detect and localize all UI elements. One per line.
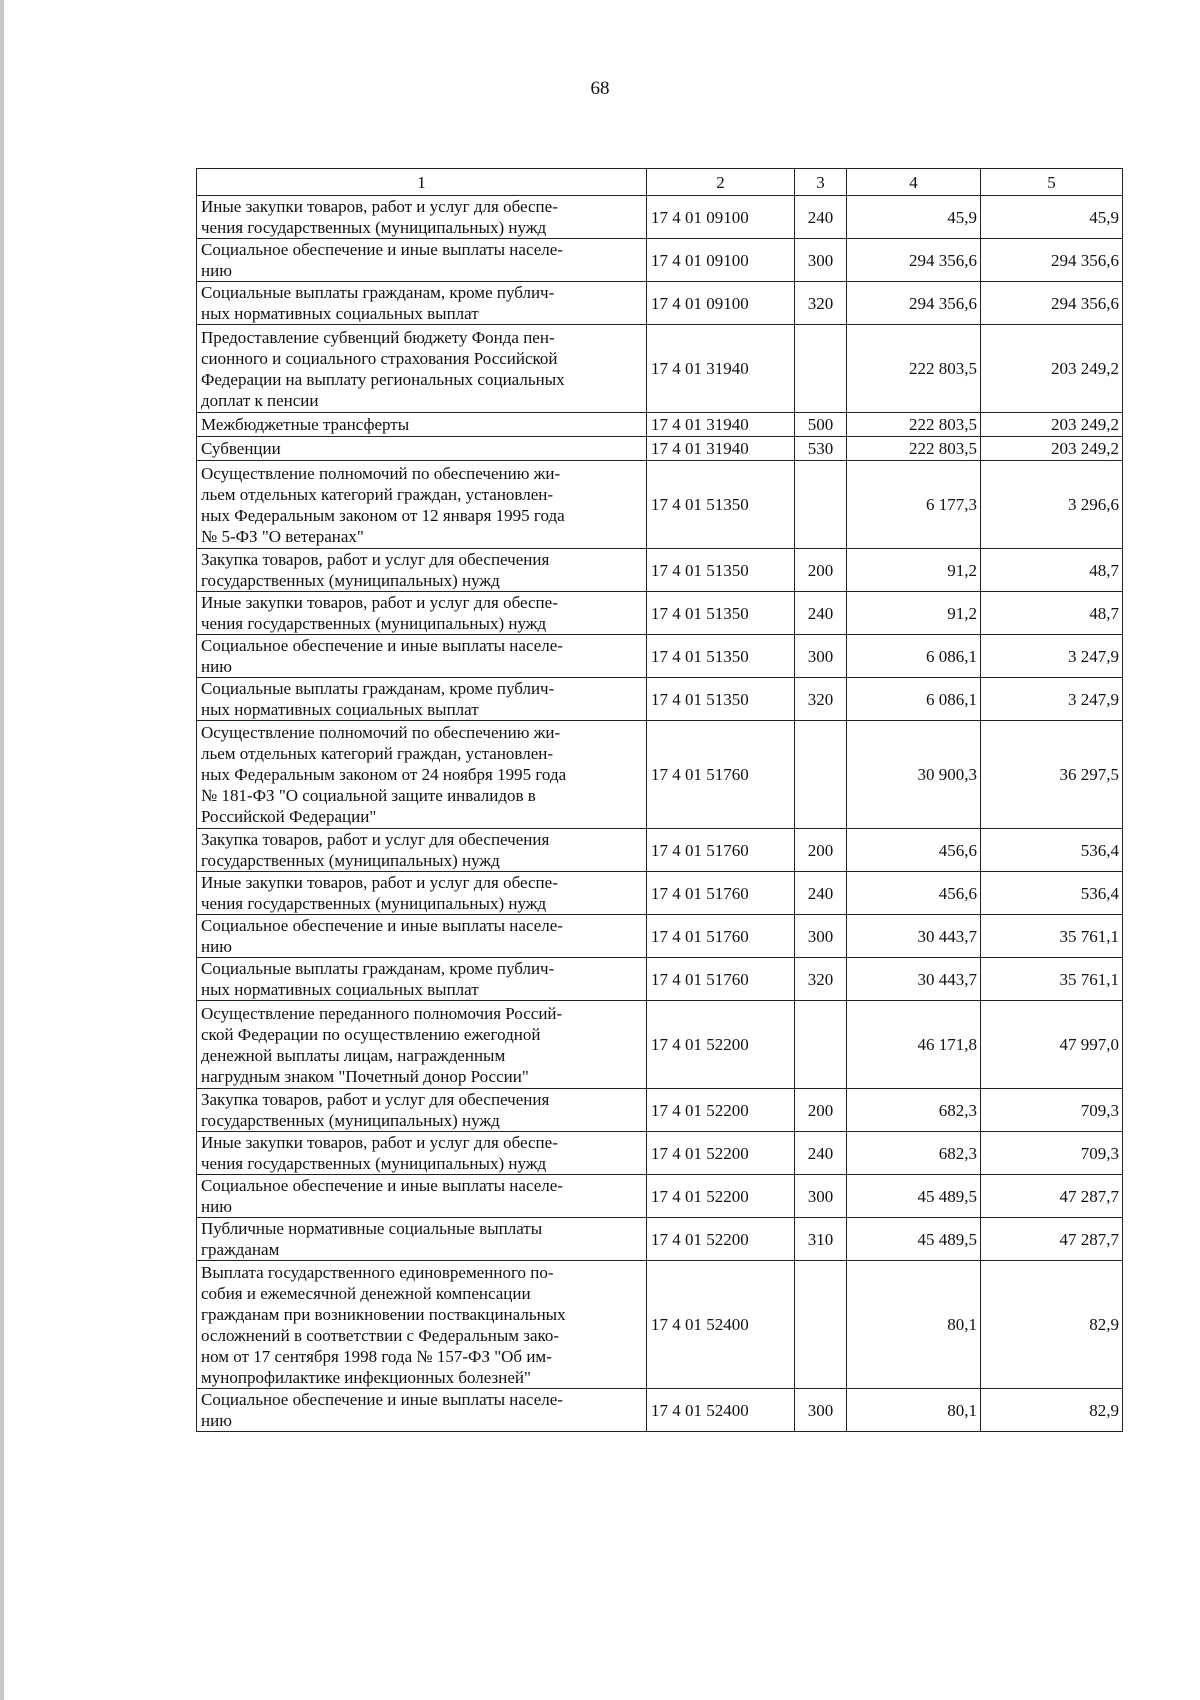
row-name: Межбюджетные трансферты bbox=[197, 413, 647, 437]
table-body bbox=[197, 196, 1123, 1432]
table-row bbox=[197, 1218, 1123, 1261]
scan-edge bbox=[0, 0, 4, 1700]
row-value-col4: 222 803,5 bbox=[847, 437, 981, 461]
row-value-col4: 682,3 bbox=[847, 1132, 981, 1175]
row-name: Социальное обеспечение и иные выплаты населе- нию bbox=[197, 635, 647, 678]
row-value-col4: 91,2 bbox=[847, 592, 981, 635]
table-row bbox=[197, 461, 1123, 549]
table-header bbox=[197, 169, 1123, 196]
header-col-5: 5 bbox=[981, 169, 1123, 196]
row-expense-type: 300 bbox=[795, 239, 847, 282]
row-value-col5: 536,4 bbox=[981, 829, 1123, 872]
row-value-col5: 294 356,6 bbox=[981, 282, 1123, 325]
row-code: 17 4 01 51760 bbox=[647, 721, 795, 829]
row-value-col4: 30 443,7 bbox=[847, 958, 981, 1001]
row-value-col4: 222 803,5 bbox=[847, 325, 981, 413]
table-row bbox=[197, 413, 1123, 437]
row-value-col4: 46 171,8 bbox=[847, 1001, 981, 1089]
row-expense-type: 300 bbox=[795, 1389, 847, 1432]
table-row bbox=[197, 829, 1123, 872]
table-row bbox=[197, 592, 1123, 635]
row-name: Субвенции bbox=[197, 437, 647, 461]
row-name: Иные закупки товаров, работ и услуг для обеспе- чения государственных (муниципальных) нужд bbox=[197, 872, 647, 915]
header-row bbox=[197, 169, 1123, 196]
row-value-col5: 45,9 bbox=[981, 196, 1123, 239]
table-row bbox=[197, 1089, 1123, 1132]
row-value-col5: 35 761,1 bbox=[981, 958, 1123, 1001]
row-code: 17 4 01 51350 bbox=[647, 592, 795, 635]
row-expense-type: 320 bbox=[795, 282, 847, 325]
row-value-col5: 203 249,2 bbox=[981, 413, 1123, 437]
row-code: 17 4 01 51350 bbox=[647, 461, 795, 549]
row-expense-type: 240 bbox=[795, 1132, 847, 1175]
row-code: 17 4 01 52200 bbox=[647, 1132, 795, 1175]
row-name: Осуществление полномочий по обеспечению жи- льем отдельных категорий граждан, установлен- ных Федеральным законом от 12 января 1995 года № 5-ФЗ "О ветеранах" bbox=[197, 461, 647, 549]
row-value-col5: 48,7 bbox=[981, 549, 1123, 592]
row-value-col5: 203 249,2 bbox=[981, 325, 1123, 413]
row-value-col5: 48,7 bbox=[981, 592, 1123, 635]
table-row bbox=[197, 1001, 1123, 1089]
row-code: 17 4 01 52200 bbox=[647, 1218, 795, 1261]
row-name: Осуществление переданного полномочия Россий- ской Федерации по осуществлению ежегодной денежной выплаты лицам, награжденным нагрудным знаком "Почетный донор России" bbox=[197, 1001, 647, 1089]
row-name: Социальное обеспечение и иные выплаты населе- нию bbox=[197, 915, 647, 958]
row-value-col5: 35 761,1 bbox=[981, 915, 1123, 958]
row-value-col4: 682,3 bbox=[847, 1089, 981, 1132]
row-code: 17 4 01 51760 bbox=[647, 958, 795, 1001]
row-expense-type: 300 bbox=[795, 1175, 847, 1218]
row-value-col5: 3 247,9 bbox=[981, 635, 1123, 678]
row-value-col4: 80,1 bbox=[847, 1261, 981, 1389]
row-expense-type: 500 bbox=[795, 413, 847, 437]
row-value-col4: 91,2 bbox=[847, 549, 981, 592]
row-code: 17 4 01 09100 bbox=[647, 282, 795, 325]
table-row bbox=[197, 1389, 1123, 1432]
row-code: 17 4 01 51350 bbox=[647, 678, 795, 721]
row-value-col4: 30 443,7 bbox=[847, 915, 981, 958]
table-row bbox=[197, 915, 1123, 958]
page-number: 68 bbox=[590, 78, 610, 99]
row-value-col4: 80,1 bbox=[847, 1389, 981, 1432]
row-code: 17 4 01 52400 bbox=[647, 1389, 795, 1432]
row-value-col5: 82,9 bbox=[981, 1389, 1123, 1432]
row-code: 17 4 01 52200 bbox=[647, 1175, 795, 1218]
row-value-col4: 222 803,5 bbox=[847, 413, 981, 437]
budget-table bbox=[196, 168, 1123, 1432]
header-col-3: 3 bbox=[795, 169, 847, 196]
row-expense-type: 200 bbox=[795, 1089, 847, 1132]
row-code: 17 4 01 09100 bbox=[647, 196, 795, 239]
row-expense-type: 200 bbox=[795, 829, 847, 872]
row-value-col5: 47 287,7 bbox=[981, 1175, 1123, 1218]
row-code: 17 4 01 31940 bbox=[647, 437, 795, 461]
table-row bbox=[197, 239, 1123, 282]
row-value-col5: 536,4 bbox=[981, 872, 1123, 915]
row-expense-type bbox=[795, 461, 847, 549]
row-name: Социальные выплаты гражданам, кроме публич- ных нормативных социальных выплат bbox=[197, 282, 647, 325]
row-code: 17 4 01 09100 bbox=[647, 239, 795, 282]
table-row bbox=[197, 721, 1123, 829]
row-expense-type: 200 bbox=[795, 549, 847, 592]
row-code: 17 4 01 51350 bbox=[647, 549, 795, 592]
row-value-col5: 82,9 bbox=[981, 1261, 1123, 1389]
row-expense-type: 300 bbox=[795, 635, 847, 678]
row-code: 17 4 01 52200 bbox=[647, 1089, 795, 1132]
row-expense-type bbox=[795, 325, 847, 413]
table-row bbox=[197, 1132, 1123, 1175]
row-value-col4: 45 489,5 bbox=[847, 1175, 981, 1218]
row-value-col4: 294 356,6 bbox=[847, 239, 981, 282]
row-expense-type: 310 bbox=[795, 1218, 847, 1261]
row-value-col4: 45 489,5 bbox=[847, 1218, 981, 1261]
header-col-1: 1 bbox=[197, 169, 647, 196]
table-row bbox=[197, 437, 1123, 461]
row-value-col4: 294 356,6 bbox=[847, 282, 981, 325]
row-code: 17 4 01 52400 bbox=[647, 1261, 795, 1389]
row-name: Социальное обеспечение и иные выплаты населе- нию bbox=[197, 239, 647, 282]
row-code: 17 4 01 51760 bbox=[647, 915, 795, 958]
row-name: Иные закупки товаров, работ и услуг для обеспе- чения государственных (муниципальных) нужд bbox=[197, 1132, 647, 1175]
row-name: Иные закупки товаров, работ и услуг для обеспе- чения государственных (муниципальных) нужд bbox=[197, 592, 647, 635]
header-col-4: 4 bbox=[847, 169, 981, 196]
table-row bbox=[197, 678, 1123, 721]
row-name: Закупка товаров, работ и услуг для обеспечения государственных (муниципальных) нужд bbox=[197, 549, 647, 592]
row-value-col4: 6 177,3 bbox=[847, 461, 981, 549]
row-value-col5: 36 297,5 bbox=[981, 721, 1123, 829]
row-value-col5: 3 296,6 bbox=[981, 461, 1123, 549]
row-value-col5: 47 287,7 bbox=[981, 1218, 1123, 1261]
row-value-col5: 709,3 bbox=[981, 1089, 1123, 1132]
row-expense-type: 530 bbox=[795, 437, 847, 461]
row-expense-type: 240 bbox=[795, 872, 847, 915]
row-code: 17 4 01 51350 bbox=[647, 635, 795, 678]
row-name: Осуществление полномочий по обеспечению жи- льем отдельных категорий граждан, установлен- ных Федеральным законом от 24 ноября 1995 года № 181-ФЗ "О социальной защите инвалидов в Российской Федерации" bbox=[197, 721, 647, 829]
row-name: Закупка товаров, работ и услуг для обеспечения государственных (муниципальных) нужд bbox=[197, 829, 647, 872]
row-expense-type: 320 bbox=[795, 678, 847, 721]
row-value-col5: 3 247,9 bbox=[981, 678, 1123, 721]
row-expense-type bbox=[795, 1001, 847, 1089]
row-value-col5: 294 356,6 bbox=[981, 239, 1123, 282]
row-expense-type bbox=[795, 1261, 847, 1389]
row-value-col4: 6 086,1 bbox=[847, 678, 981, 721]
table-row bbox=[197, 196, 1123, 239]
row-expense-type bbox=[795, 721, 847, 829]
row-name: Предоставление субвенций бюджету Фонда пен- сионного и социального страхования Российской Федерации на выплату региональных социальных доплат к пенсии bbox=[197, 325, 647, 413]
row-value-col5: 47 997,0 bbox=[981, 1001, 1123, 1089]
row-name: Закупка товаров, работ и услуг для обеспечения государственных (муниципальных) нужд bbox=[197, 1089, 647, 1132]
row-name: Публичные нормативные социальные выплаты гражданам bbox=[197, 1218, 647, 1261]
row-expense-type: 300 bbox=[795, 915, 847, 958]
table-row bbox=[197, 958, 1123, 1001]
row-code: 17 4 01 31940 bbox=[647, 325, 795, 413]
table-row bbox=[197, 635, 1123, 678]
row-name: Социальное обеспечение и иные выплаты населе- нию bbox=[197, 1175, 647, 1218]
row-name: Социальные выплаты гражданам, кроме публич- ных нормативных социальных выплат bbox=[197, 958, 647, 1001]
row-value-col4: 30 900,3 bbox=[847, 721, 981, 829]
row-name: Социальные выплаты гражданам, кроме публич- ных нормативных социальных выплат bbox=[197, 678, 647, 721]
table-row bbox=[197, 872, 1123, 915]
row-name: Выплата государственного единовременного по- собия и ежемесячной денежной компенсации гражданам при возникновении поствакцинальных осложнений в соответствии с Федеральным зако- ном от 17 сентября 1998 года № 157-ФЗ "Об им- мунопрофилактике инфекционных болезней" bbox=[197, 1261, 647, 1389]
row-name: Социальное обеспечение и иные выплаты населе- нию bbox=[197, 1389, 647, 1432]
row-code: 17 4 01 31940 bbox=[647, 413, 795, 437]
header-col-2: 2 bbox=[647, 169, 795, 196]
row-value-col4: 45,9 bbox=[847, 196, 981, 239]
table-row bbox=[197, 1175, 1123, 1218]
row-value-col4: 456,6 bbox=[847, 829, 981, 872]
table-row bbox=[197, 549, 1123, 592]
row-expense-type: 320 bbox=[795, 958, 847, 1001]
row-value-col4: 6 086,1 bbox=[847, 635, 981, 678]
row-value-col4: 456,6 bbox=[847, 872, 981, 915]
row-code: 17 4 01 51760 bbox=[647, 872, 795, 915]
row-code: 17 4 01 51760 bbox=[647, 829, 795, 872]
table-row bbox=[197, 325, 1123, 413]
table-row bbox=[197, 282, 1123, 325]
table-row bbox=[197, 1261, 1123, 1389]
row-name: Иные закупки товаров, работ и услуг для обеспе- чения государственных (муниципальных) нужд bbox=[197, 196, 647, 239]
row-expense-type: 240 bbox=[795, 592, 847, 635]
row-value-col5: 203 249,2 bbox=[981, 437, 1123, 461]
row-code: 17 4 01 52200 bbox=[647, 1001, 795, 1089]
row-value-col5: 709,3 bbox=[981, 1132, 1123, 1175]
row-expense-type: 240 bbox=[795, 196, 847, 239]
